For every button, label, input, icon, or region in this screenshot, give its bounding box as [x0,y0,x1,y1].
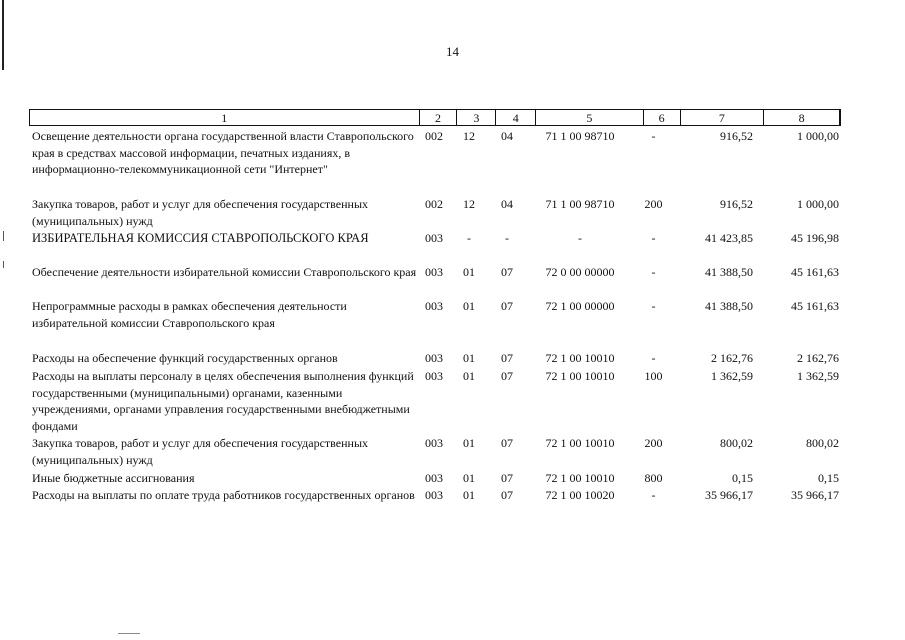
header-cell: 8 [798,111,805,125]
row-code: 003 [425,436,443,450]
row-code: 003 [425,369,443,383]
row-amount-1: 2 162,76 [711,351,753,365]
row-target: 72 1 00 10010 [545,436,615,450]
row-section: 12 [463,129,475,143]
table-row [29,470,839,487]
header-cell: 3 [457,110,496,125]
row-section: 01 [463,488,475,502]
row-name: Расходы на обеспечение функций государственных органов [32,351,338,365]
row-target: 72 0 00 00000 [545,265,615,279]
header-cell: 1 [30,110,420,125]
row-section: 01 [463,471,475,485]
budget-table [29,109,841,502]
row-type: 100 [644,369,663,383]
table-row [29,368,839,434]
row-code: 003 [425,299,443,313]
row-code: 002 [425,129,443,143]
row-amount-2: 2 162,76 [797,351,839,365]
table-row [29,435,839,468]
row-name: Расходы на выплаты персоналу в целях обеспечения выполнения функций государственными (муниципальными) органами, казенными учреждениями, органами управления государственными внебюджетными фондами [32,369,414,433]
row-amount-1: 41 388,50 [705,299,753,313]
row-section: 01 [463,369,475,383]
row-amount-2: 0,15 [818,471,839,485]
table-row [29,264,839,281]
row-type: - [651,231,656,245]
row-type: - [651,129,656,143]
row-amount-2: 1 362,59 [797,369,839,383]
row-code: 003 [425,265,443,279]
row-subsection: 07 [501,265,513,279]
row-amount-1: 916,52 [720,197,753,211]
row-target: 72 1 00 10020 [545,488,615,502]
row-target: 71 1 00 98710 [545,197,615,211]
page-number: 14 [446,44,459,59]
row-amount-2: 1 000,00 [797,197,839,211]
table-row [29,487,839,504]
row-subsection: 07 [501,299,513,313]
row-subsection: 07 [501,471,513,485]
table-row [29,298,839,331]
row-target: 72 1 00 10010 [545,351,615,365]
header-cell: 4 [496,110,536,125]
table-row [29,350,839,367]
row-type: - [651,488,656,502]
row-type: 200 [644,436,663,450]
row-name: ИЗБИРАТЕЛЬНАЯ КОМИССИЯ СТАВРОПОЛЬСКОГО КРАЯ [32,231,369,245]
row-amount-2: 45 161,63 [791,265,839,279]
row-name: Иные бюджетные ассигнования [32,471,195,485]
row-code: 003 [425,488,443,502]
row-subsection: 04 [501,197,513,211]
row-amount-2: 45 161,63 [791,299,839,313]
row-name: Закупка товаров, работ и услуг для обеспечения государственных (муниципальных) нужд [32,197,369,228]
scan-mark [3,231,4,241]
table-row [29,128,839,178]
header-cell: 5 [536,110,644,125]
row-amount-1: 41 388,50 [705,265,753,279]
row-type: - [651,299,656,313]
row-section: 12 [463,197,475,211]
row-target: 71 1 00 98710 [545,129,615,143]
row-amount-1: 1 362,59 [711,369,753,383]
row-amount-1: 916,52 [720,129,753,143]
row-amount-2: 1 000,00 [797,129,839,143]
row-code: 003 [425,351,443,365]
row-name: Обеспечение деятельности избирательной комиссии Ставропольского края [32,265,417,279]
row-amount-1: 800,02 [720,436,753,450]
row-name: Непрограммные расходы в рамках обеспечения деятельности избирательной комиссии Ставропольского края [32,299,347,330]
row-amount-1: 35 966,17 [705,488,753,502]
row-section: 01 [463,351,475,365]
row-subsection: 07 [501,436,513,450]
row-section: 01 [463,436,475,450]
row-name: Закупка товаров, работ и услуг для обеспечения государственных (муниципальных) нужд [32,436,369,467]
row-subsection: 07 [501,369,513,383]
row-section: 01 [463,299,475,313]
row-subsection: - [505,231,509,245]
table-header-row [29,109,841,126]
row-name: Расходы на выплаты по оплате труда работников государственных органов [32,488,415,502]
table-row [29,196,839,229]
row-type: - [651,265,656,279]
header-cell: 6 [644,110,681,125]
row-target: 72 1 00 00000 [545,299,615,313]
scan-mark [3,261,4,268]
row-amount-2: 35 966,17 [791,488,839,502]
row-name: Освещение деятельности органа государственной власти Ставропольского края в средствах массовой информации, печатных изданиях, в информационно-телекоммуникационной сети "Интернет" [32,129,414,176]
row-amount-1: 0,15 [732,471,753,485]
row-amount-2: 45 196,98 [791,231,839,245]
row-amount-1: 41 423,85 [705,231,753,245]
row-subsection: 07 [501,488,513,502]
row-subsection: 04 [501,129,513,143]
row-amount-2: 800,02 [806,436,839,450]
row-target: 72 1 00 10010 [545,471,615,485]
row-code: 003 [425,231,443,245]
row-type: 800 [644,471,663,485]
row-section: - [467,231,471,245]
row-section: 01 [463,265,475,279]
header-cell: 7 [681,110,765,125]
header-cell: 2 [420,110,458,125]
row-target: 72 1 00 10010 [545,369,615,383]
row-subsection: 07 [501,351,513,365]
scan-mark [118,633,140,634]
table-row [29,230,839,247]
row-code: 002 [425,197,443,211]
row-type: - [651,351,656,365]
row-type: 200 [644,197,663,211]
row-code: 003 [425,471,443,485]
row-target: - [578,231,582,245]
